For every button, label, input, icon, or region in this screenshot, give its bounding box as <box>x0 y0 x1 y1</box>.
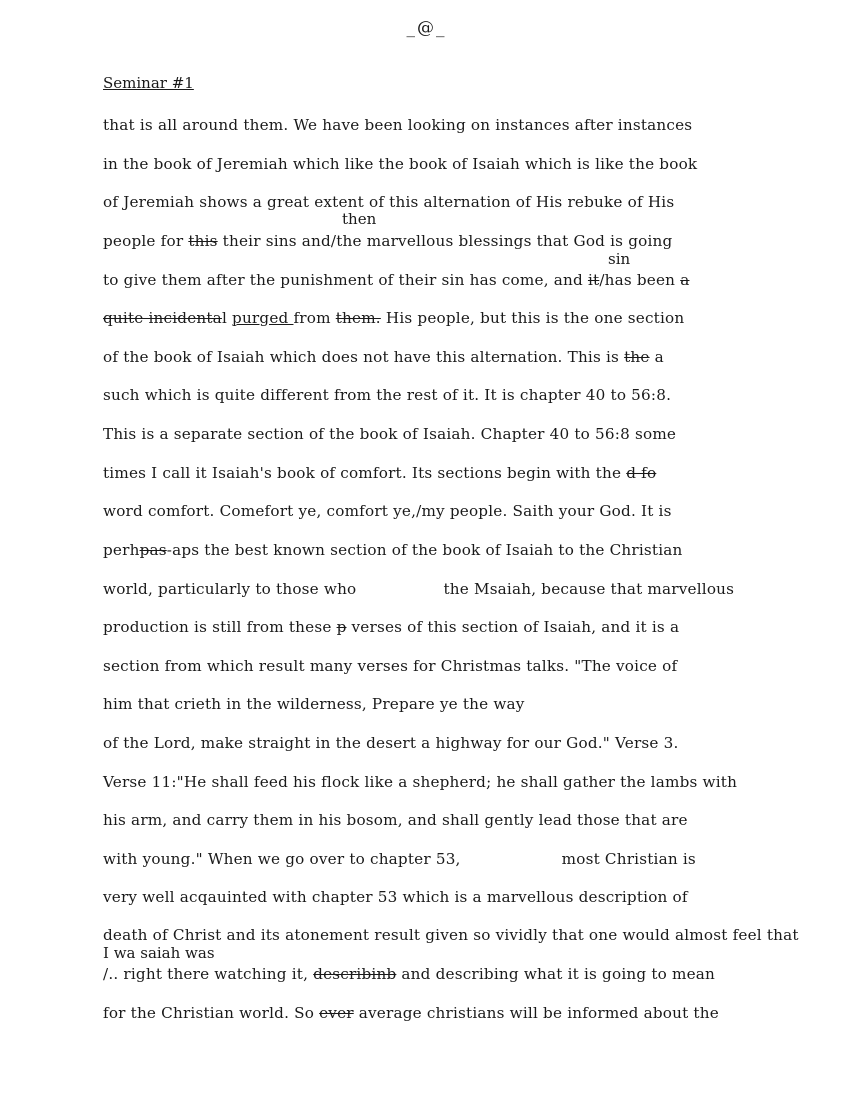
text-line <box>103 734 679 752</box>
text-segment: average christians will be informed about the <box>353 1004 719 1022</box>
text-line <box>103 464 656 482</box>
text-segment: of the book of Isaiah which does not have this alternation. This is <box>103 348 625 366</box>
text-line <box>103 348 664 366</box>
text-line <box>103 309 684 327</box>
insertion-sin: sin <box>608 250 631 268</box>
struck-text: this <box>188 232 218 250</box>
text-segment: from <box>293 309 336 327</box>
text-segment: section from which result many verses for Christmas talks. "The voice of <box>103 657 678 675</box>
text-line <box>103 271 689 289</box>
text-line <box>103 425 676 443</box>
text-segment: world, particularly to those who <box>103 580 362 598</box>
text-segment: such which is quite different from the rest of it. It is chapter 40 to 56:8. <box>103 386 672 404</box>
text-segment: Verse 11:"He shall feed his flock like a shepherd; he shall gather the lambs with <box>103 773 738 791</box>
text-line <box>103 926 799 944</box>
struck-text: pas <box>139 541 167 559</box>
text-line <box>103 811 688 829</box>
seminar-heading: Seminar #1 <box>103 74 194 92</box>
text-segment: death of Christ and its atonement result given so vividly that one would almost feel that <box>103 926 799 944</box>
text-line <box>103 773 737 791</box>
text-segment: for the Christian world. So <box>103 1004 320 1022</box>
text-segment: l <box>221 309 233 327</box>
text-segment: perh <box>103 541 140 559</box>
struck-text: ever <box>319 1004 354 1022</box>
struck-text: d fo <box>626 464 657 482</box>
text-segment: with young." When we go over to chapter 53, <box>103 850 466 868</box>
text-segment: of Jeremiah shows a great extent of this alternation of His rebuke of His <box>103 193 675 211</box>
text-line <box>103 695 525 713</box>
text-segment: word comfort. Comefort ye, comfort ye,/my people. Saith your God. It is <box>103 502 672 520</box>
text-segment: times I call it Isaiah's book of comfort. Its sections begin with the <box>103 464 627 482</box>
text-line <box>103 580 734 598</box>
struck-text: a <box>680 271 690 289</box>
underlined-text: purged <box>232 309 294 327</box>
text-segment: /has been <box>599 271 681 289</box>
struck-text: them. <box>335 309 381 327</box>
struck-text: describinb <box>313 965 397 983</box>
text-segment: -aps the best known section of the book of Isaiah to the Christian <box>166 541 683 559</box>
text-line <box>103 1004 719 1022</box>
text-segment: that is all around them. We have been looking on instances after instances <box>103 116 693 134</box>
text-segment: This is a separate section of the book of Isaiah. Chapter 40 to 56:8 some <box>103 425 677 443</box>
text-segment: the Msaiah, because that marvellous <box>443 580 735 598</box>
text-line <box>103 232 672 250</box>
struck-text: it <box>587 271 600 289</box>
text-segment: /.. right there watching it, <box>103 965 314 983</box>
text-segment: him that crieth in the wilderness, Prepare ye the way <box>103 695 525 713</box>
text-segment: his arm, and carry them in his bosom, and shall gently lead those that are <box>103 811 688 829</box>
text-segment: in the book of Jeremiah which like the book of Isaiah which is like the book <box>103 155 698 173</box>
text-line <box>103 888 688 906</box>
struck-text: the <box>624 348 650 366</box>
text-line <box>103 850 696 868</box>
text-line <box>103 657 677 675</box>
text-segment: production is still from these <box>103 618 337 636</box>
text-segment: a <box>649 348 664 366</box>
text-segment: their sins and/the marvellous blessings that God is going <box>217 232 673 250</box>
page-number: _@_ <box>406 18 447 38</box>
text-segment: very well acqauinted with chapter 53 which is a marvellous description of <box>103 888 688 906</box>
text-segment: of the Lord, make straight in the desert a highway for our God." Verse 3. <box>103 734 679 752</box>
text-line <box>103 502 672 520</box>
text-segment: most Christian is <box>561 850 696 868</box>
text-segment: to give them after the punishment of their sin has come, and <box>103 271 588 289</box>
text-line <box>103 116 692 134</box>
text-segment: His people, but this is the one section <box>380 309 685 327</box>
text-line <box>103 965 715 983</box>
text-segment: and describing what it is going to mean <box>396 965 716 983</box>
struck-text: p <box>336 618 347 636</box>
text-segment: people for <box>103 232 189 250</box>
text-line <box>103 386 671 404</box>
text-line <box>103 618 679 636</box>
struck-text: quite incidenta <box>103 309 222 327</box>
text-line <box>103 193 674 211</box>
insertion-then: then <box>342 210 377 228</box>
text-line <box>103 541 683 559</box>
text-segment: verses of this section of Isaiah, and it is a <box>346 618 680 636</box>
insertion-isaiah-was: I wa saiah was <box>103 944 215 962</box>
text-line <box>103 155 697 173</box>
